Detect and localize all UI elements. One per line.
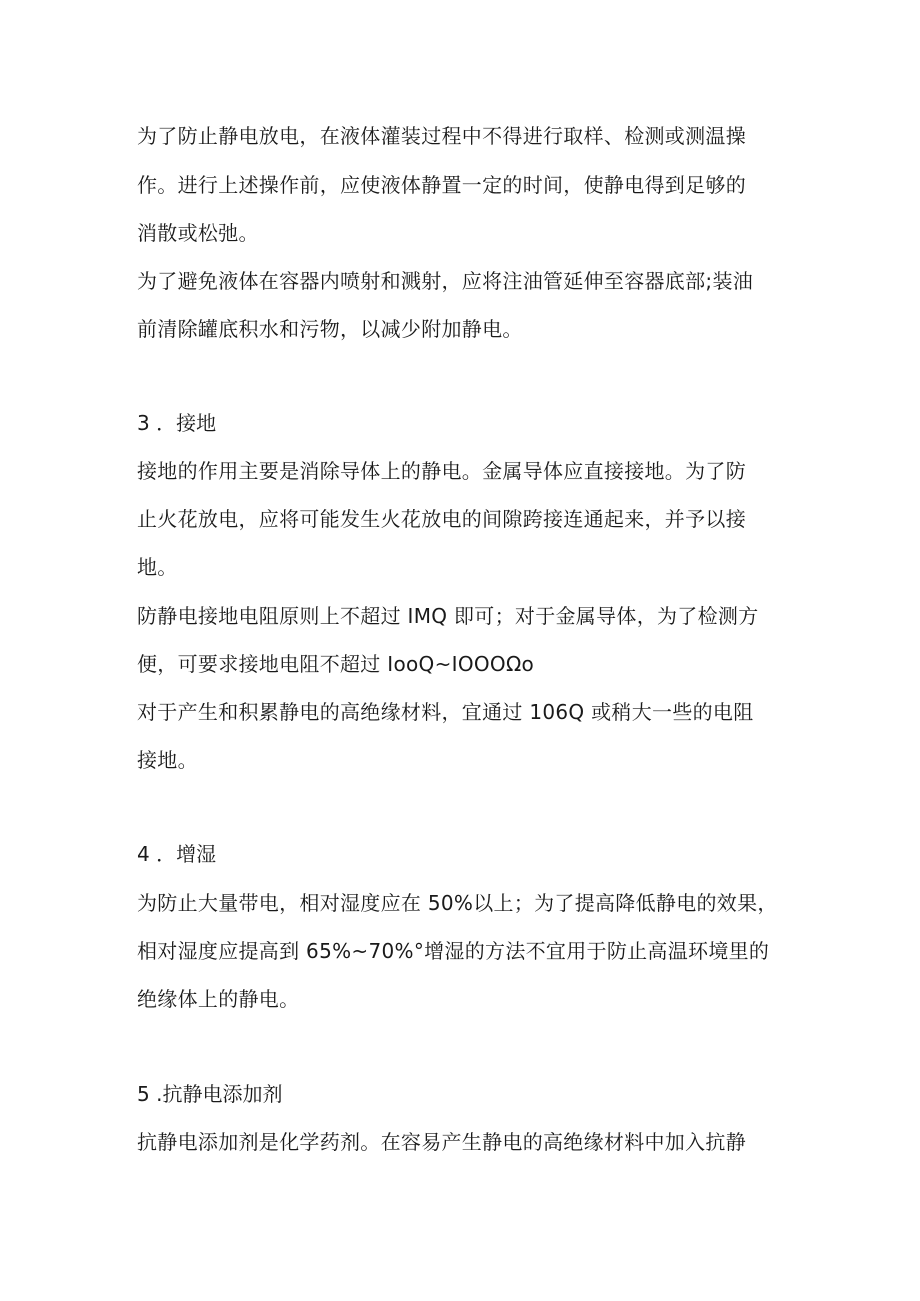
paragraph-line: 接地。: [137, 748, 198, 772]
paragraph-line: 消散或松弛。: [137, 221, 259, 245]
paragraph-line: 为防止大量带电，相对湿度应在 50%以上；为了提高降低静电的效果，: [137, 891, 778, 915]
paragraph-line: 绝缘体上的静电。: [137, 987, 300, 1011]
paragraph-line: 为了避免液体在容器内喷射和溅射，应将注油管延伸至容器底部;装油: [137, 269, 754, 293]
paragraph-line: 作。进行上述操作前，应使液体静置一定的时间，使静电得到足够的: [137, 173, 746, 197]
paragraph-line: 止火花放电，应将可能发生火花放电的间隙跨接连通起来，并予以接: [137, 507, 746, 531]
paragraph-line: 前清除罐底积水和污物，以减少附加静电。: [137, 317, 523, 341]
section-heading-humidification: 4 ．增湿: [137, 842, 217, 866]
paragraph-line: 地。: [137, 555, 178, 579]
section-heading-antistatic-additive: 5 .抗静电添加剂: [137, 1082, 283, 1106]
section-heading-grounding: 3 ．接地: [137, 411, 217, 435]
paragraph-line: 抗静电添加剂是化学药剂。在容易产生静电的高绝缘材料中加入抗静: [137, 1130, 746, 1154]
paragraph-line: 便，可要求接地电阻不超过 IooQ~IOOOΩo: [137, 652, 535, 676]
paragraph-line: 相对湿度应提高到 65%~70%°增湿的方法不宜用于防止高温环境里的: [137, 939, 770, 963]
paragraph-line: 接地的作用主要是消除导体上的静电。金属导体应直接接地。为了防: [137, 459, 746, 483]
paragraph-line: 防静电接地电阻原则上不超过 IMQ 即可；对于金属导体，为了检测方: [137, 604, 759, 628]
paragraph-line: 为了防止静电放电，在液体灌装过程中不得进行取样、检测或测温操: [137, 124, 746, 148]
paragraph-line: 对于产生和积累静电的高绝缘材料，宜通过 106Q 或稍大一些的电阻: [137, 700, 754, 724]
